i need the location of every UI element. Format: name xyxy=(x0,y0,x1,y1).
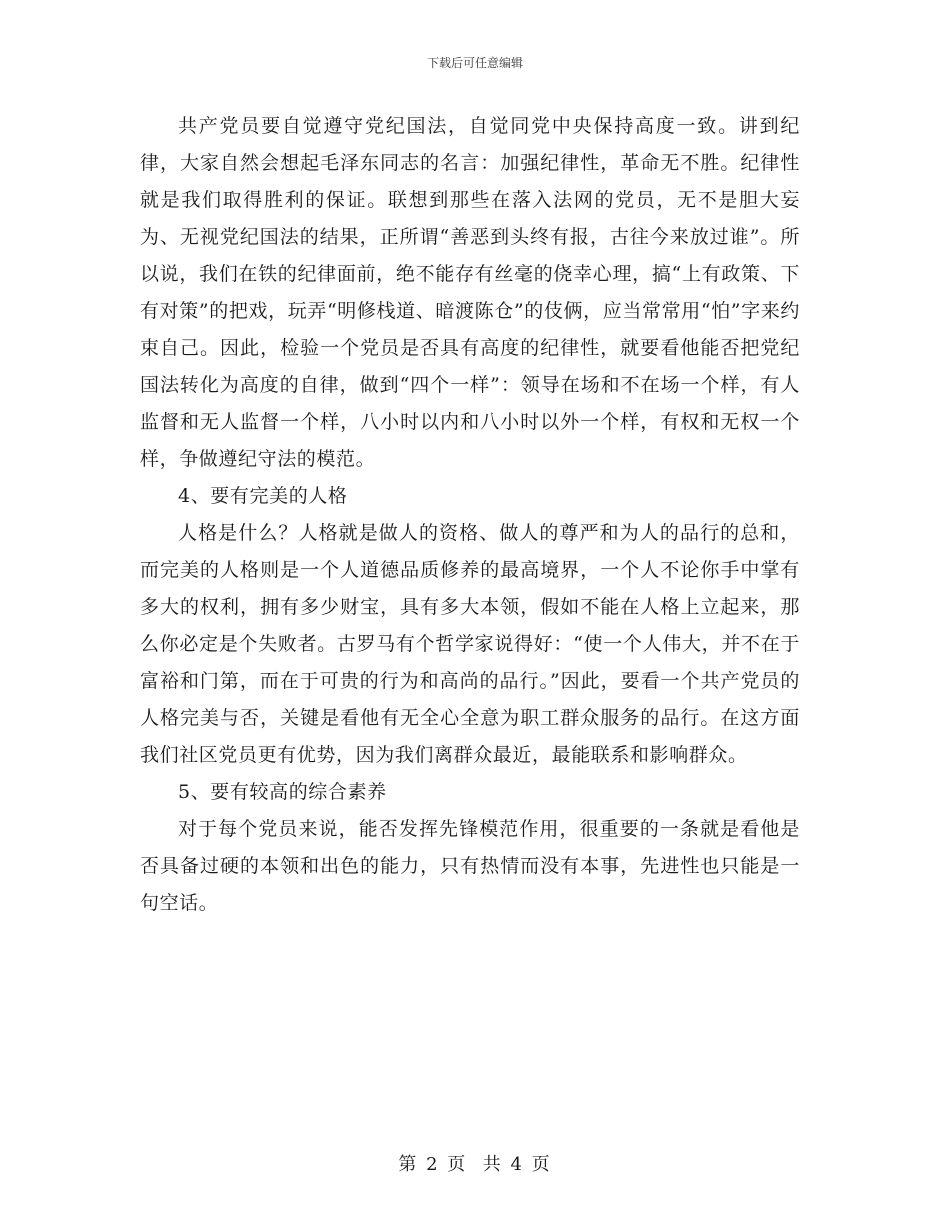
page-total: 4 xyxy=(510,1154,524,1175)
paragraph-discipline: 共产党员要自觉遵守党纪国法，自觉同党中央保持高度一致。讲到纪律，大家自然会想起毛泽东同志的名言：加强纪律性，革命无不胜。纪律性就是我们取得胜利的保证。联想到那些在落入法网的党员，无不是胆大妄为、无视党纪国法的结果，正所谓“善恶到头终有报，古往今来放过谁”。所以说，我们在铁的纪律面前，绝不能存有丝毫的侥幸心理，搞“上有政策、下有对策”的把戏，玩弄“明修栈道、暗渡陈仓”的伎俩，应当常常用“怕”字来约束自己。因此，检验一个党员是否具有高度的纪律性，就要看他能否把党纪国法转化为高度的自律，做到“四个一样”：领导在场和不在场一个样，有人监督和无人监督一个样，八小时以内和八小时以外一个样，有权和无权一个样，争做遵纪守法的模范。 xyxy=(140,115,800,470)
section-heading-4: 4、要有完美的人格 xyxy=(178,485,348,507)
page-label-suffix: 页 xyxy=(531,1154,552,1175)
paragraph-quality: 对于每个党员来说，能否发挥先锋模范作用，很重要的一条就是看他是否具备过硬的本领和出色的能力，只有热情而没有本事，先进性也只能是一句空话。 xyxy=(140,818,800,914)
page-label-mid: 页 共 xyxy=(447,1154,503,1175)
page-label-prefix: 第 xyxy=(398,1154,419,1175)
paragraph-personality: 人格是什么？人格就是做人的资格、做人的尊严和为人的品行的总和，而完美的人格则是一个人道德品质修养的最高境界，一个人不论你手中掌有多大的权利，拥有多少财宝，具有多大本领，假如不能在人格上立起来，那么你必定是个失败者。古罗马有个哲学家说得好：“使一个人伟大，并不在于富裕和门第，而在于可贵的行为和高尚的品行。”因此，要看一个共产党员的人格完美与否，关键是看他有无全心全意为职工群众服务的品行。在这方面我们社区党员更有优势，因为我们离群众最近，最能联系和影响群众。 xyxy=(140,522,800,766)
document-body xyxy=(140,108,800,922)
page-current: 2 xyxy=(426,1154,440,1175)
header-note: 下载后可任意编辑 xyxy=(426,56,523,70)
page-footer xyxy=(0,1150,950,1176)
section-heading-5: 5、要有较高的综合素养 xyxy=(178,781,387,803)
